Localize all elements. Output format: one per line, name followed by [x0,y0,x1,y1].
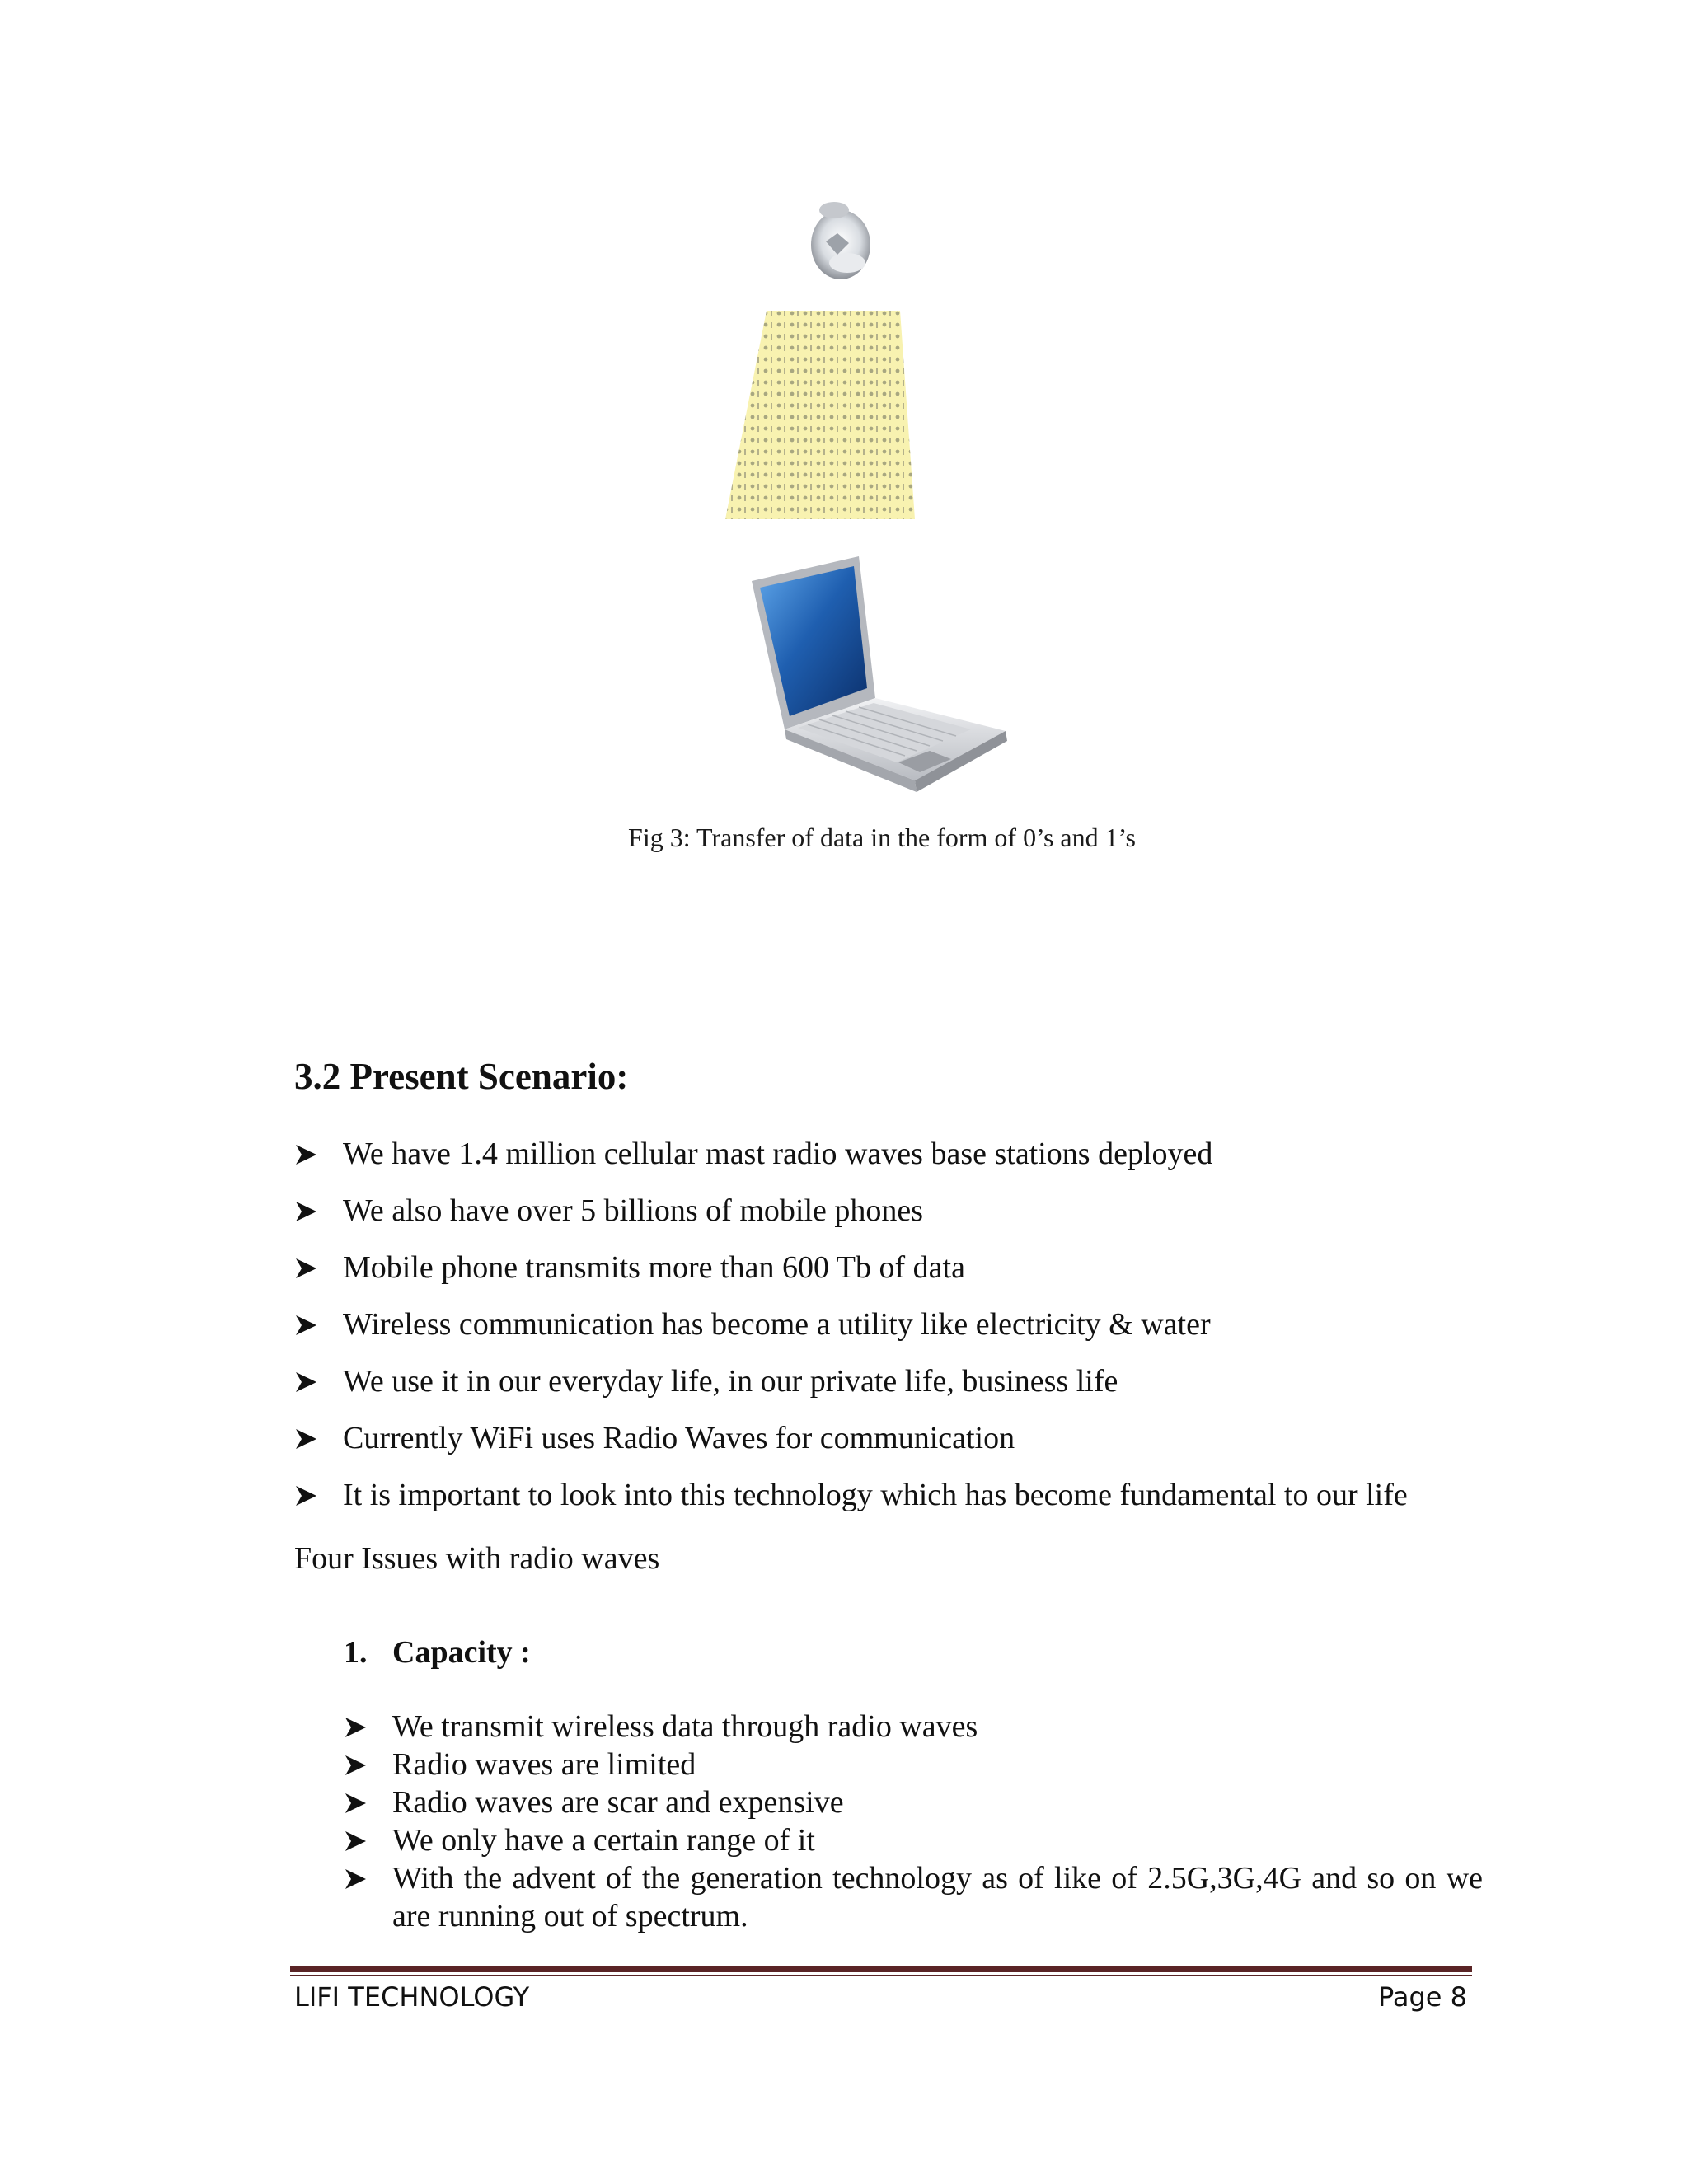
section-heading: 3.2 Present Scenario: [294,1056,629,1097]
laptop-icon [752,556,1007,792]
list-item: Radio waves are limited [344,1746,1483,1783]
arrow-bullet-icon [294,1371,317,1393]
list-item: We only have a certain range of it [344,1821,1483,1859]
present-scenario-list [294,1133,1408,1531]
arrow-bullet-icon [344,1830,367,1852]
light-bulb-icon [811,202,870,279]
arrow-bullet-icon [294,1258,317,1279]
footer-title: LIFI TECHNOLOGY [294,1981,530,2013]
issues-intro: Four Issues with radio waves [294,1541,660,1576]
arrow-bullet-icon [294,1144,317,1165]
capacity-list [344,1708,1483,1935]
list-item: Wireless communication has become a utility like electricity & water [294,1304,1408,1361]
footer-rule-thin [290,1975,1472,1976]
list-item: It is important to look into this technology which has become fundamental to our life [294,1474,1408,1531]
arrow-bullet-icon [344,1717,367,1738]
list-item: We transmit wireless data through radio waves [344,1708,1483,1746]
issue-number: 1. [344,1635,368,1670]
list-item: We use it in our everyday life, in our private life, business life [294,1361,1408,1418]
arrow-bullet-icon [344,1793,367,1814]
footer-rule [290,1966,1472,1972]
arrow-bullet-icon [294,1315,317,1336]
figure-lifi-transfer [709,194,1187,795]
figure-illustration [709,194,1187,795]
list-item: Mobile phone transmits more than 600 Tb of data [294,1247,1408,1304]
arrow-bullet-icon [294,1485,317,1507]
list-item: We also have over 5 billions of mobile phones [294,1190,1408,1247]
list-item: Radio waves are scar and expensive [344,1783,1483,1821]
data-light-beam [725,311,915,519]
arrow-bullet-icon [294,1428,317,1450]
issue-heading-capacity [344,1632,531,1673]
arrow-bullet-icon [344,1755,367,1776]
issue-title: Capacity : [392,1635,531,1670]
list-item: With the advent of the generation technology as of like of 2.5G,3G,4G and so on we are running out of spectrum. [344,1859,1483,1935]
page-number: Page 8 [1378,1981,1467,2013]
arrow-bullet-icon [344,1868,367,1890]
list-item: Currently WiFi uses Radio Waves for communication [294,1418,1408,1474]
arrow-bullet-icon [294,1201,317,1222]
list-item: We have 1.4 million cellular mast radio waves base stations deployed [294,1133,1408,1190]
figure-caption-text: Fig 3: Transfer of data in the form of 0’s and 1’s [628,823,1136,852]
figure-caption [0,823,1688,853]
